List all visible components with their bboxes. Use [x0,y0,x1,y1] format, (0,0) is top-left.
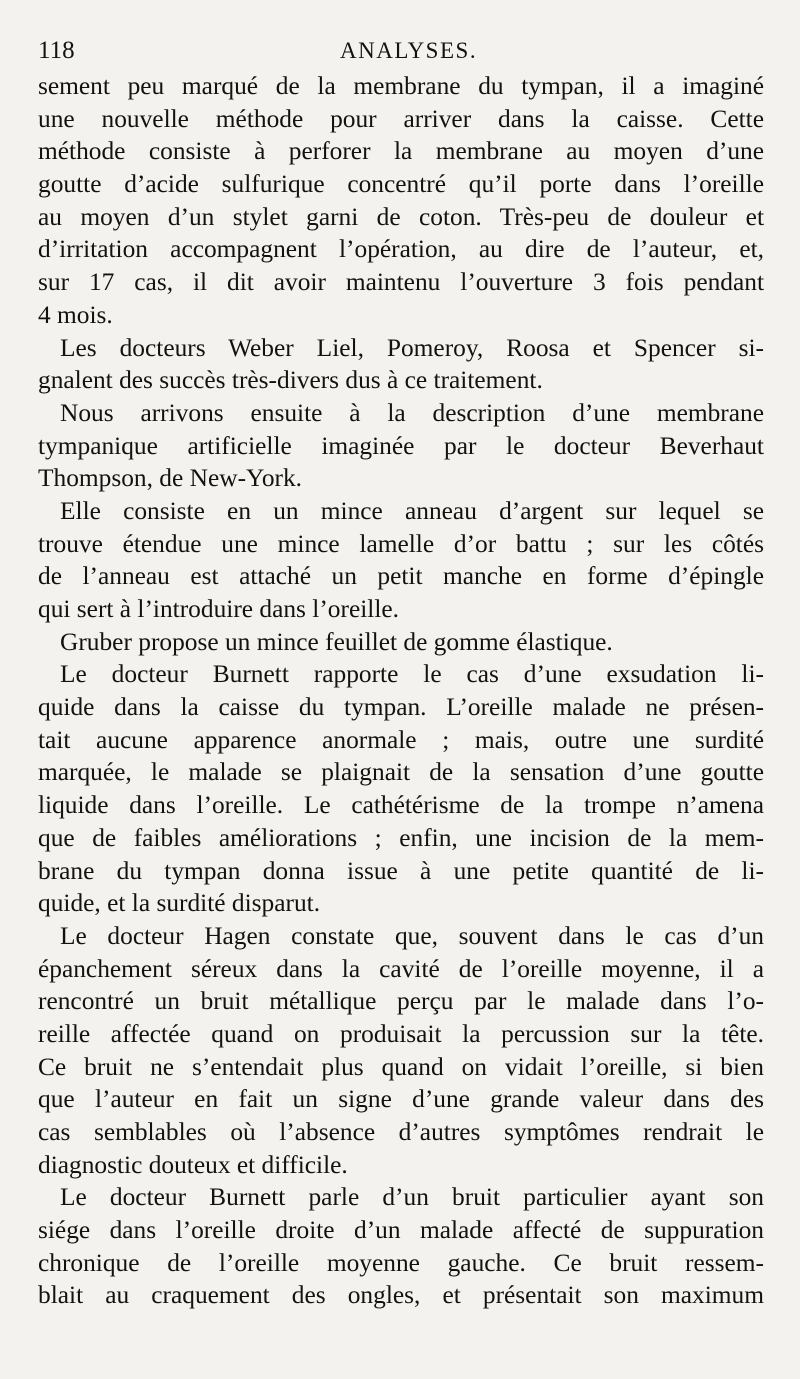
text-line: Gruber propose un mince feuillet de gomme élastique. [60,627,613,656]
body-text [38,70,764,1312]
text-line: siége dans l’oreille droite d’un malade affecté de suppuration [38,1216,764,1245]
text-line: trouve étendue une mince lamelle d’or battu ; sur les côtés [38,529,764,558]
text-line: reille affectée quand on produisait la percussion sur la tête. [38,1019,764,1048]
text-line: d’irritation accompagnent l’opération, au dire de l’auteur, et, [38,235,764,264]
text-line: Les docteurs Weber Liel, Pomeroy, Roosa et Spencer si- [60,333,764,362]
text-line: au moyen d’un stylet garni de coton. Très-peu de douleur et [38,202,764,231]
text-line: brane du tympan donna issue à une petite quantité de li- [38,856,764,885]
text-line: marquée, le malade se plaignait de la sensation d’une goutte [38,758,764,787]
text-line: méthode consiste à perforer la membrane au moyen d’une [38,137,764,166]
text-line: épanchement séreux dans la cavité de l’oreille moyenne, il a [38,954,764,983]
text-line: Le docteur Burnett rapporte le cas d’une exsudation li- [60,660,764,689]
text-line: Thompson, de New-York. [38,464,303,493]
text-line: sement peu marqué de la membrane du tympan, il a imaginé [38,72,764,100]
text-line: que l’auteur en fait un signe d’une grande valeur dans des [38,1085,764,1114]
text-line: tympanique artificielle imaginée par le docteur Beverhaut [38,431,764,460]
text-line: quide dans la caisse du tympan. L’oreille malade ne présen- [38,693,764,722]
text-line: rencontré un bruit métallique perçu par le malade dans l’o- [38,987,764,1016]
text-line: Nous arrivons ensuite à la description d’une membrane [60,398,764,427]
text-line: 4 mois. [38,300,113,329]
text-line: liquide dans l’oreille. Le cathétérisme de la trompe n’amena [38,791,764,820]
text-line: chronique de l’oreille moyenne gauche. Ce bruit ressem- [38,1248,764,1277]
text-line: Ce bruit ne s’entendait plus quand on vidait l’oreille, si bien [38,1052,764,1081]
text-line: tait aucune apparence anormale ; mais, outre une surdité [38,725,764,754]
page-number: 118 [38,37,75,64]
running-title: ANALYSES. [340,38,478,63]
text-line: que de faibles améliorations ; enfin, une incision de la mem- [38,823,764,852]
text-line: Le docteur Hagen constate que, souvent dans le cas d’un [60,921,764,950]
text-line: gnalent des succès très-divers dus à ce traitement. [38,366,543,395]
text-line: quide, et la surdité disparut. [38,889,321,918]
text-line: sur 17 cas, il dit avoir maintenu l’ouverture 3 fois pendant [38,268,764,297]
text-line: qui sert à l’introduire dans l’oreille. [38,595,399,623]
text-line: Elle consiste en un mince anneau d’argent sur lequel se [60,496,764,525]
text-line: cas semblables où l’absence d’autres symptômes rendrait le [38,1118,764,1146]
text-line: goutte d’acide sulfurique concentré qu’il porte dans l’oreille [38,170,764,199]
text-line: diagnostic douteux et difficile. [38,1150,348,1179]
text-line: une nouvelle méthode pour arriver dans la caisse. Cette [38,104,764,133]
text-line: de l’anneau est attaché un petit manche en forme d’épingle [38,562,764,591]
text-line: Le docteur Burnett parle d’un bruit particulier ayant son [60,1183,764,1212]
text-line: blait au craquement des ongles, et présentait son maximum [38,1281,764,1310]
